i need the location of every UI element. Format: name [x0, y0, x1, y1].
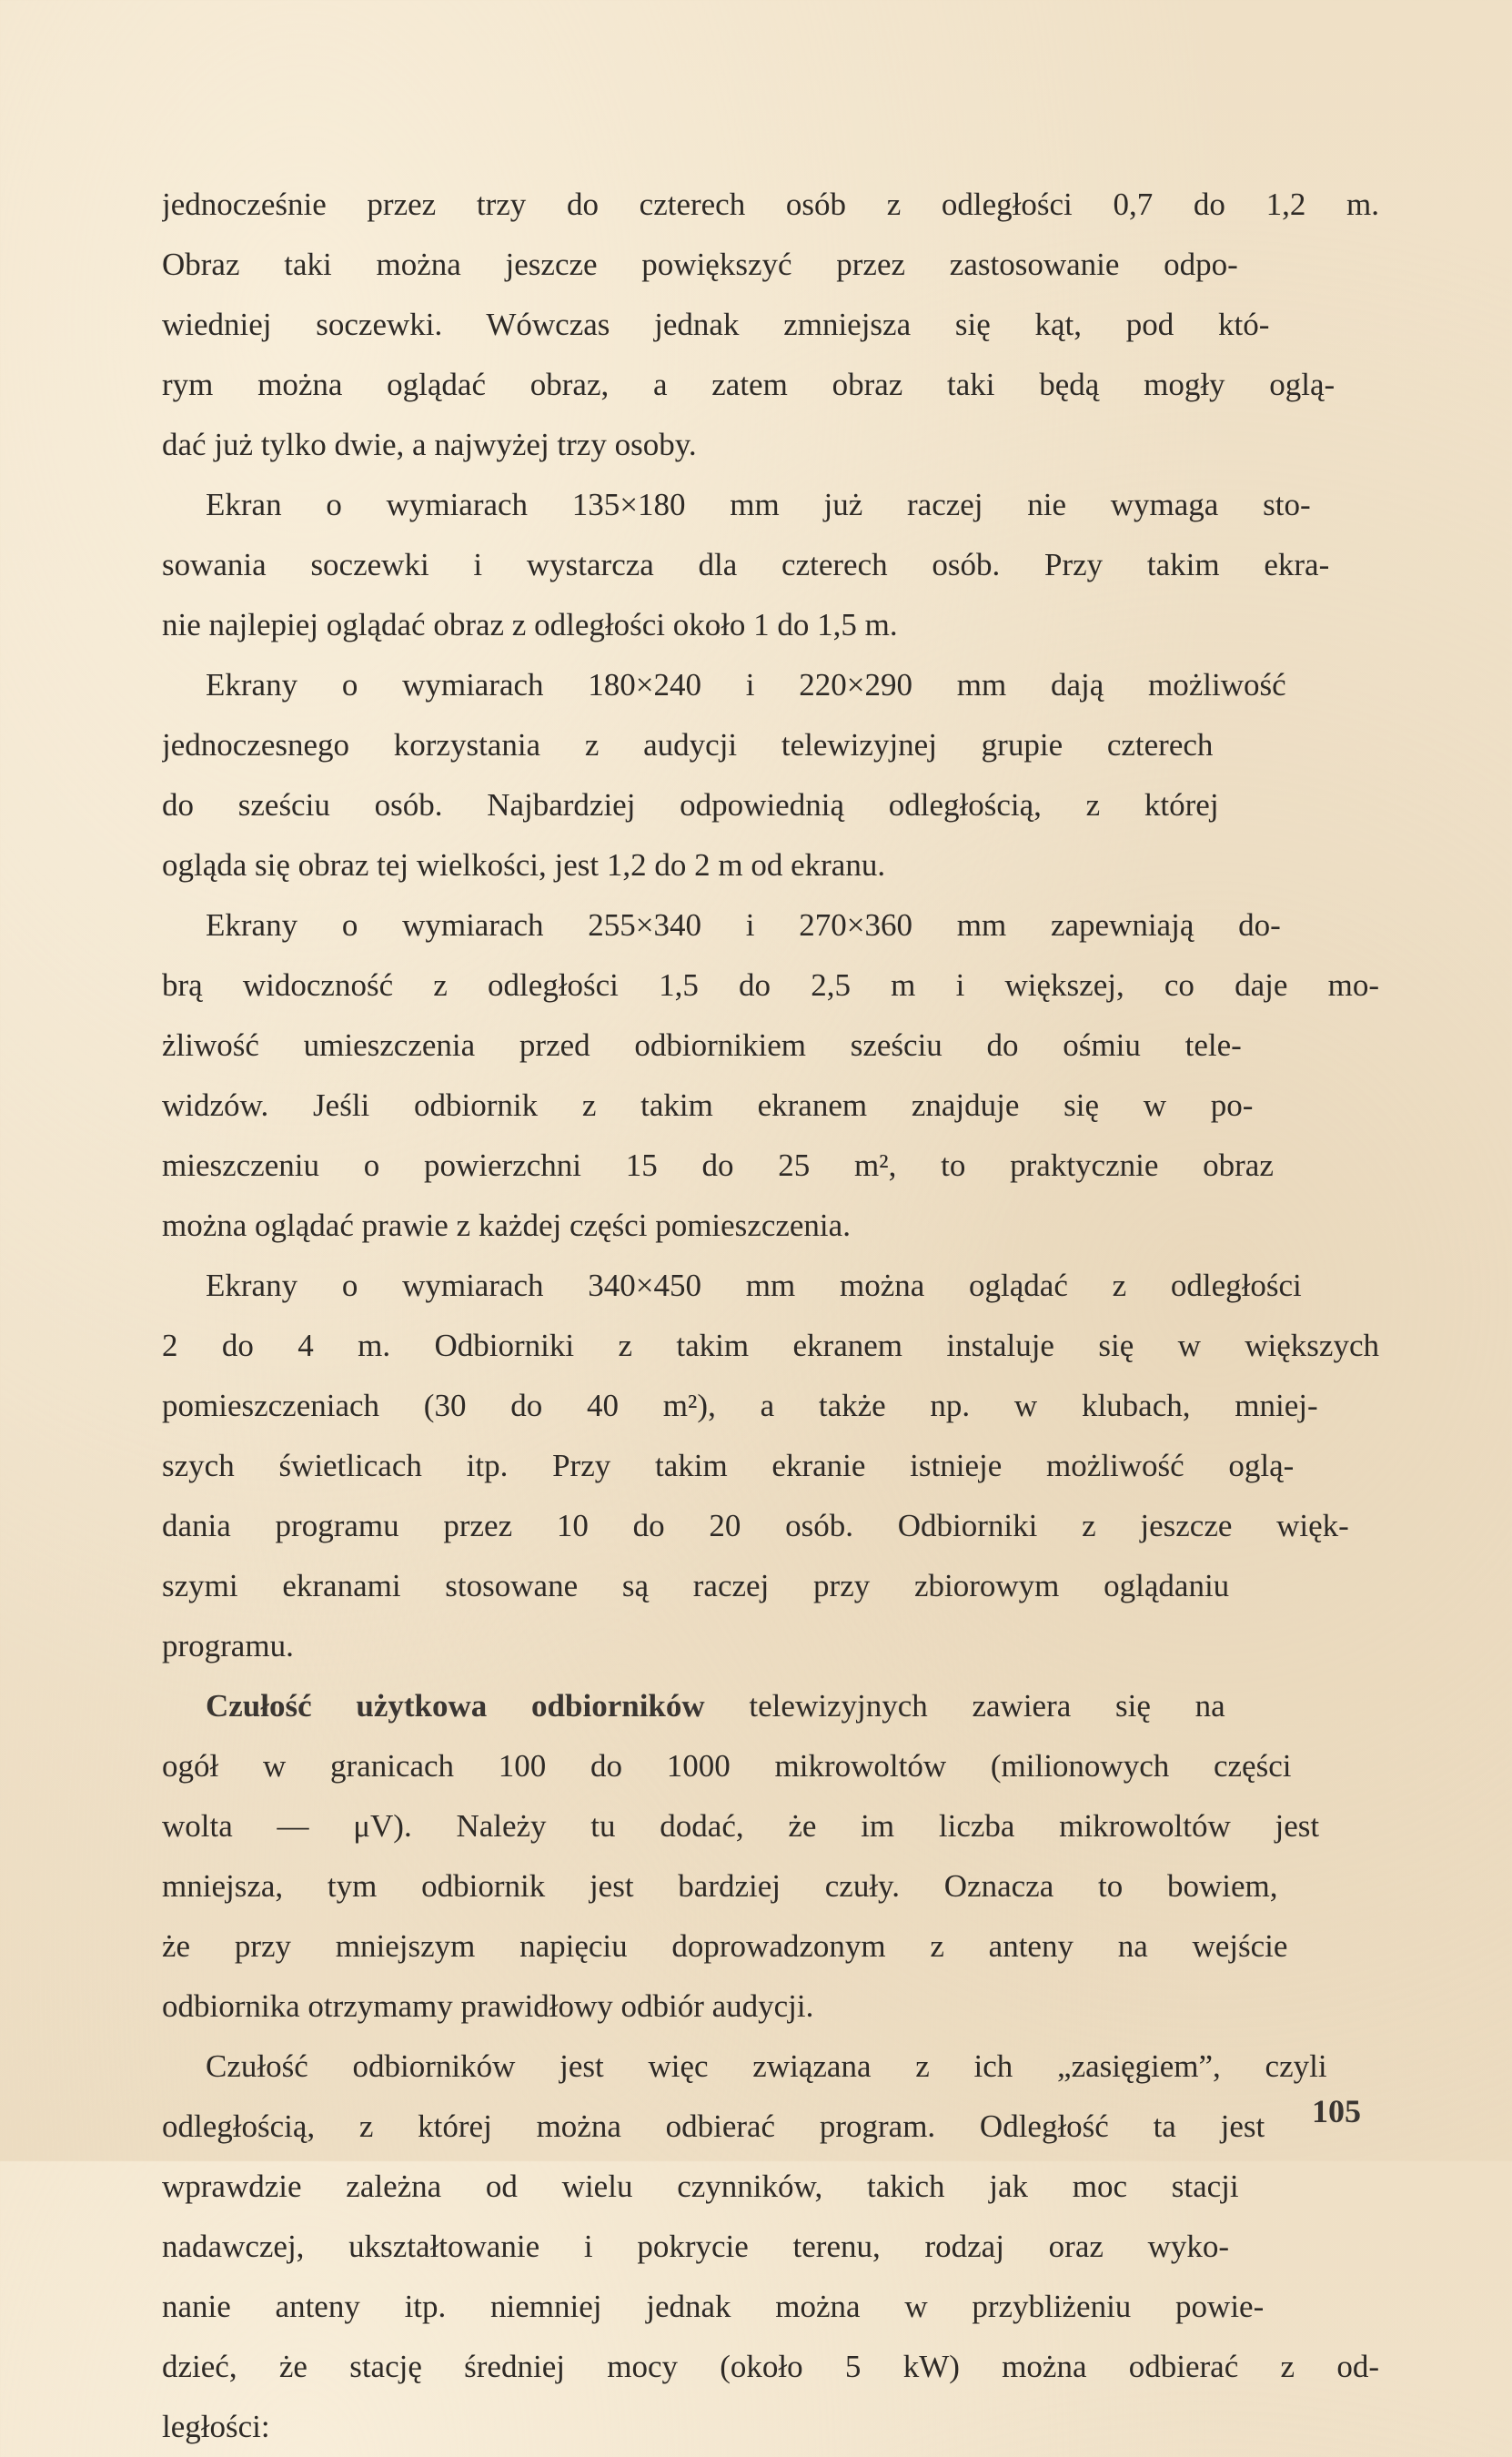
text-line — [162, 1256, 1381, 1316]
page-number: 105 — [1312, 2093, 1361, 2129]
text-line — [162, 1316, 1381, 1376]
text-fragment: nie najlepiej oglądać obraz z odległości około 1 do 1,5 m. — [162, 607, 898, 642]
text-fragment: Ekrany o wymiarach 180×240 i 220×290 mm dają możliwość — [206, 667, 1286, 703]
text-line — [162, 235, 1381, 295]
text-line — [162, 1496, 1381, 1556]
paragraph-1 — [162, 175, 1381, 475]
text-fragment: jednocześnie przez trzy do czterech osób z odległości 0,7 do 1,2 m. — [162, 187, 1379, 222]
text-fragment: odległością, z której można odbierać program. Odległość ta jest — [162, 2108, 1265, 2144]
text-fragment: mniejsza, tym odbiornik jest bardziej czuły. Oznacza to bowiem, — [162, 1868, 1278, 1904]
text-fragment: mieszczeniu o powierzchni 15 do 25 m², to praktycznie obraz — [162, 1148, 1274, 1183]
text-line — [162, 2097, 1381, 2157]
paragraph-6 — [162, 1676, 1381, 2037]
text-line — [162, 175, 1381, 235]
text-line — [162, 535, 1381, 595]
text-line — [162, 2277, 1381, 2337]
text-line — [162, 835, 1381, 895]
paragraph-5 — [162, 1256, 1381, 1676]
page-body — [162, 175, 1381, 2457]
text-fragment: Ekran o wymiarach 135×180 mm już raczej nie wymaga sto- — [206, 487, 1311, 522]
paragraph-4 — [162, 895, 1381, 1256]
text-fragment: ogląda się obraz tej wielkości, jest 1,2 do 2 m od ekranu. — [162, 847, 886, 883]
text-fragment: rym można oglądać obraz, a zatem obraz taki będą mogły oglą- — [162, 367, 1336, 402]
text-line — [162, 1556, 1381, 1616]
text-fragment: wolta — μV). Należy tu dodać, że im liczba mikrowoltów jest — [162, 1808, 1320, 1844]
text-fragment: pomieszczeniach (30 do 40 m²), a także np. w klubach, mniej- — [162, 1388, 1318, 1423]
text-fragment: dzieć, że stację średniej mocy (około 5 kW) można odbierać z od- — [162, 2349, 1379, 2384]
text-fragment: dać już tylko dwie, a najwyżej trzy osoby. — [162, 427, 697, 462]
text-fragment: telewizyjnych zawiera się na — [704, 1688, 1225, 1724]
text-line — [162, 1016, 1381, 1076]
text-fragment: szych świetlicach itp. Przy takim ekranie istnieje możliwość oglą- — [162, 1448, 1295, 1483]
text-fragment: szymi ekranami stosowane są raczej przy zbiorowym oglądaniu — [162, 1568, 1230, 1603]
paragraph-7 — [162, 2037, 1381, 2457]
text-line — [162, 355, 1381, 415]
text-line — [162, 1076, 1381, 1136]
text-line — [162, 1856, 1381, 1916]
text-line — [162, 415, 1381, 475]
text-fragment: widzów. Jeśli odbiornik z takim ekranem znajduje się w po- — [162, 1087, 1254, 1123]
text-fragment — [206, 1676, 1225, 1736]
text-fragment: programu. — [162, 1628, 294, 1663]
text-line — [162, 1616, 1381, 1676]
text-fragment: wprawdzie zależna od wielu czynników, takich jak moc stacji — [162, 2169, 1239, 2204]
text-fragment: 2 do 4 m. Odbiorniki z takim ekranem instaluje się w większych — [162, 1328, 1379, 1363]
text-line — [162, 1676, 1381, 1736]
text-fragment: sowania soczewki i wystarcza dla czterech osób. Przy takim ekra- — [162, 547, 1330, 582]
text-line — [162, 595, 1381, 655]
text-fragment: do sześciu osób. Najbardziej odpowiednią odległością, z której — [162, 787, 1219, 823]
text-fragment: ogół w granicach 100 do 1000 mikrowoltów (milionowych części — [162, 1748, 1292, 1784]
text-fragment: dania programu przez 10 do 20 osób. Odbiorniki z jeszcze więk- — [162, 1508, 1349, 1543]
bold-lead-term: Czułość użytkowa odbiorników — [206, 1688, 705, 1724]
text-line — [162, 1736, 1381, 1796]
text-fragment: wiedniej soczewki. Wówczas jednak zmniejsza się kąt, pod któ- — [162, 307, 1270, 342]
text-fragment: Ekrany o wymiarach 340×450 mm można oglądać z odległości — [206, 1268, 1302, 1303]
text-fragment: brą widoczność z odległości 1,5 do 2,5 m i większej, co daje mo- — [162, 967, 1379, 1003]
text-line — [162, 1196, 1381, 1256]
text-fragment: żliwość umieszczenia przed odbiornikiem sześciu do ośmiu tele- — [162, 1027, 1242, 1063]
text-line — [162, 655, 1381, 715]
text-line — [162, 775, 1381, 835]
text-line — [162, 1916, 1381, 1977]
text-fragment: nanie anteny itp. niemniej jednak można w przybliżeniu powie- — [162, 2289, 1265, 2324]
text-fragment: Czułość odbiorników jest więc związana z ich „zasięgiem”, czyli — [206, 2048, 1327, 2084]
text-line — [162, 2397, 1381, 2457]
text-fragment: nadawczej, ukształtowanie i pokrycie terenu, rodzaj oraz wyko- — [162, 2229, 1230, 2264]
text-line — [162, 1436, 1381, 1496]
text-line — [162, 475, 1381, 535]
text-line — [162, 715, 1381, 775]
text-fragment: Ekrany o wymiarach 255×340 i 270×360 mm zapewniają do- — [206, 907, 1281, 943]
text-line — [162, 1977, 1381, 2037]
text-line — [162, 956, 1381, 1016]
text-line — [162, 2157, 1381, 2217]
text-line — [162, 2037, 1381, 2097]
text-line — [162, 1796, 1381, 1856]
text-line — [162, 2217, 1381, 2277]
text-line — [162, 1136, 1381, 1196]
text-line — [162, 1376, 1381, 1436]
text-fragment: Obraz taki można jeszcze powiększyć przez zastosowanie odpo- — [162, 247, 1238, 282]
text-fragment: można oglądać prawie z każdej części pomieszczenia. — [162, 1208, 851, 1243]
text-line — [162, 295, 1381, 355]
paragraph-2 — [162, 475, 1381, 655]
text-fragment: że przy mniejszym napięciu doprowadzonym z anteny na wejście — [162, 1928, 1288, 1964]
text-fragment: ległości: — [162, 2409, 270, 2444]
text-fragment: jednoczesnego korzystania z audycji telewizyjnej grupie czterech — [162, 727, 1214, 763]
paragraph-3 — [162, 655, 1381, 895]
text-line — [162, 895, 1381, 956]
text-line — [162, 2337, 1381, 2397]
text-fragment: odbiornika otrzymamy prawidłowy odbiór audycji. — [162, 1988, 814, 2024]
